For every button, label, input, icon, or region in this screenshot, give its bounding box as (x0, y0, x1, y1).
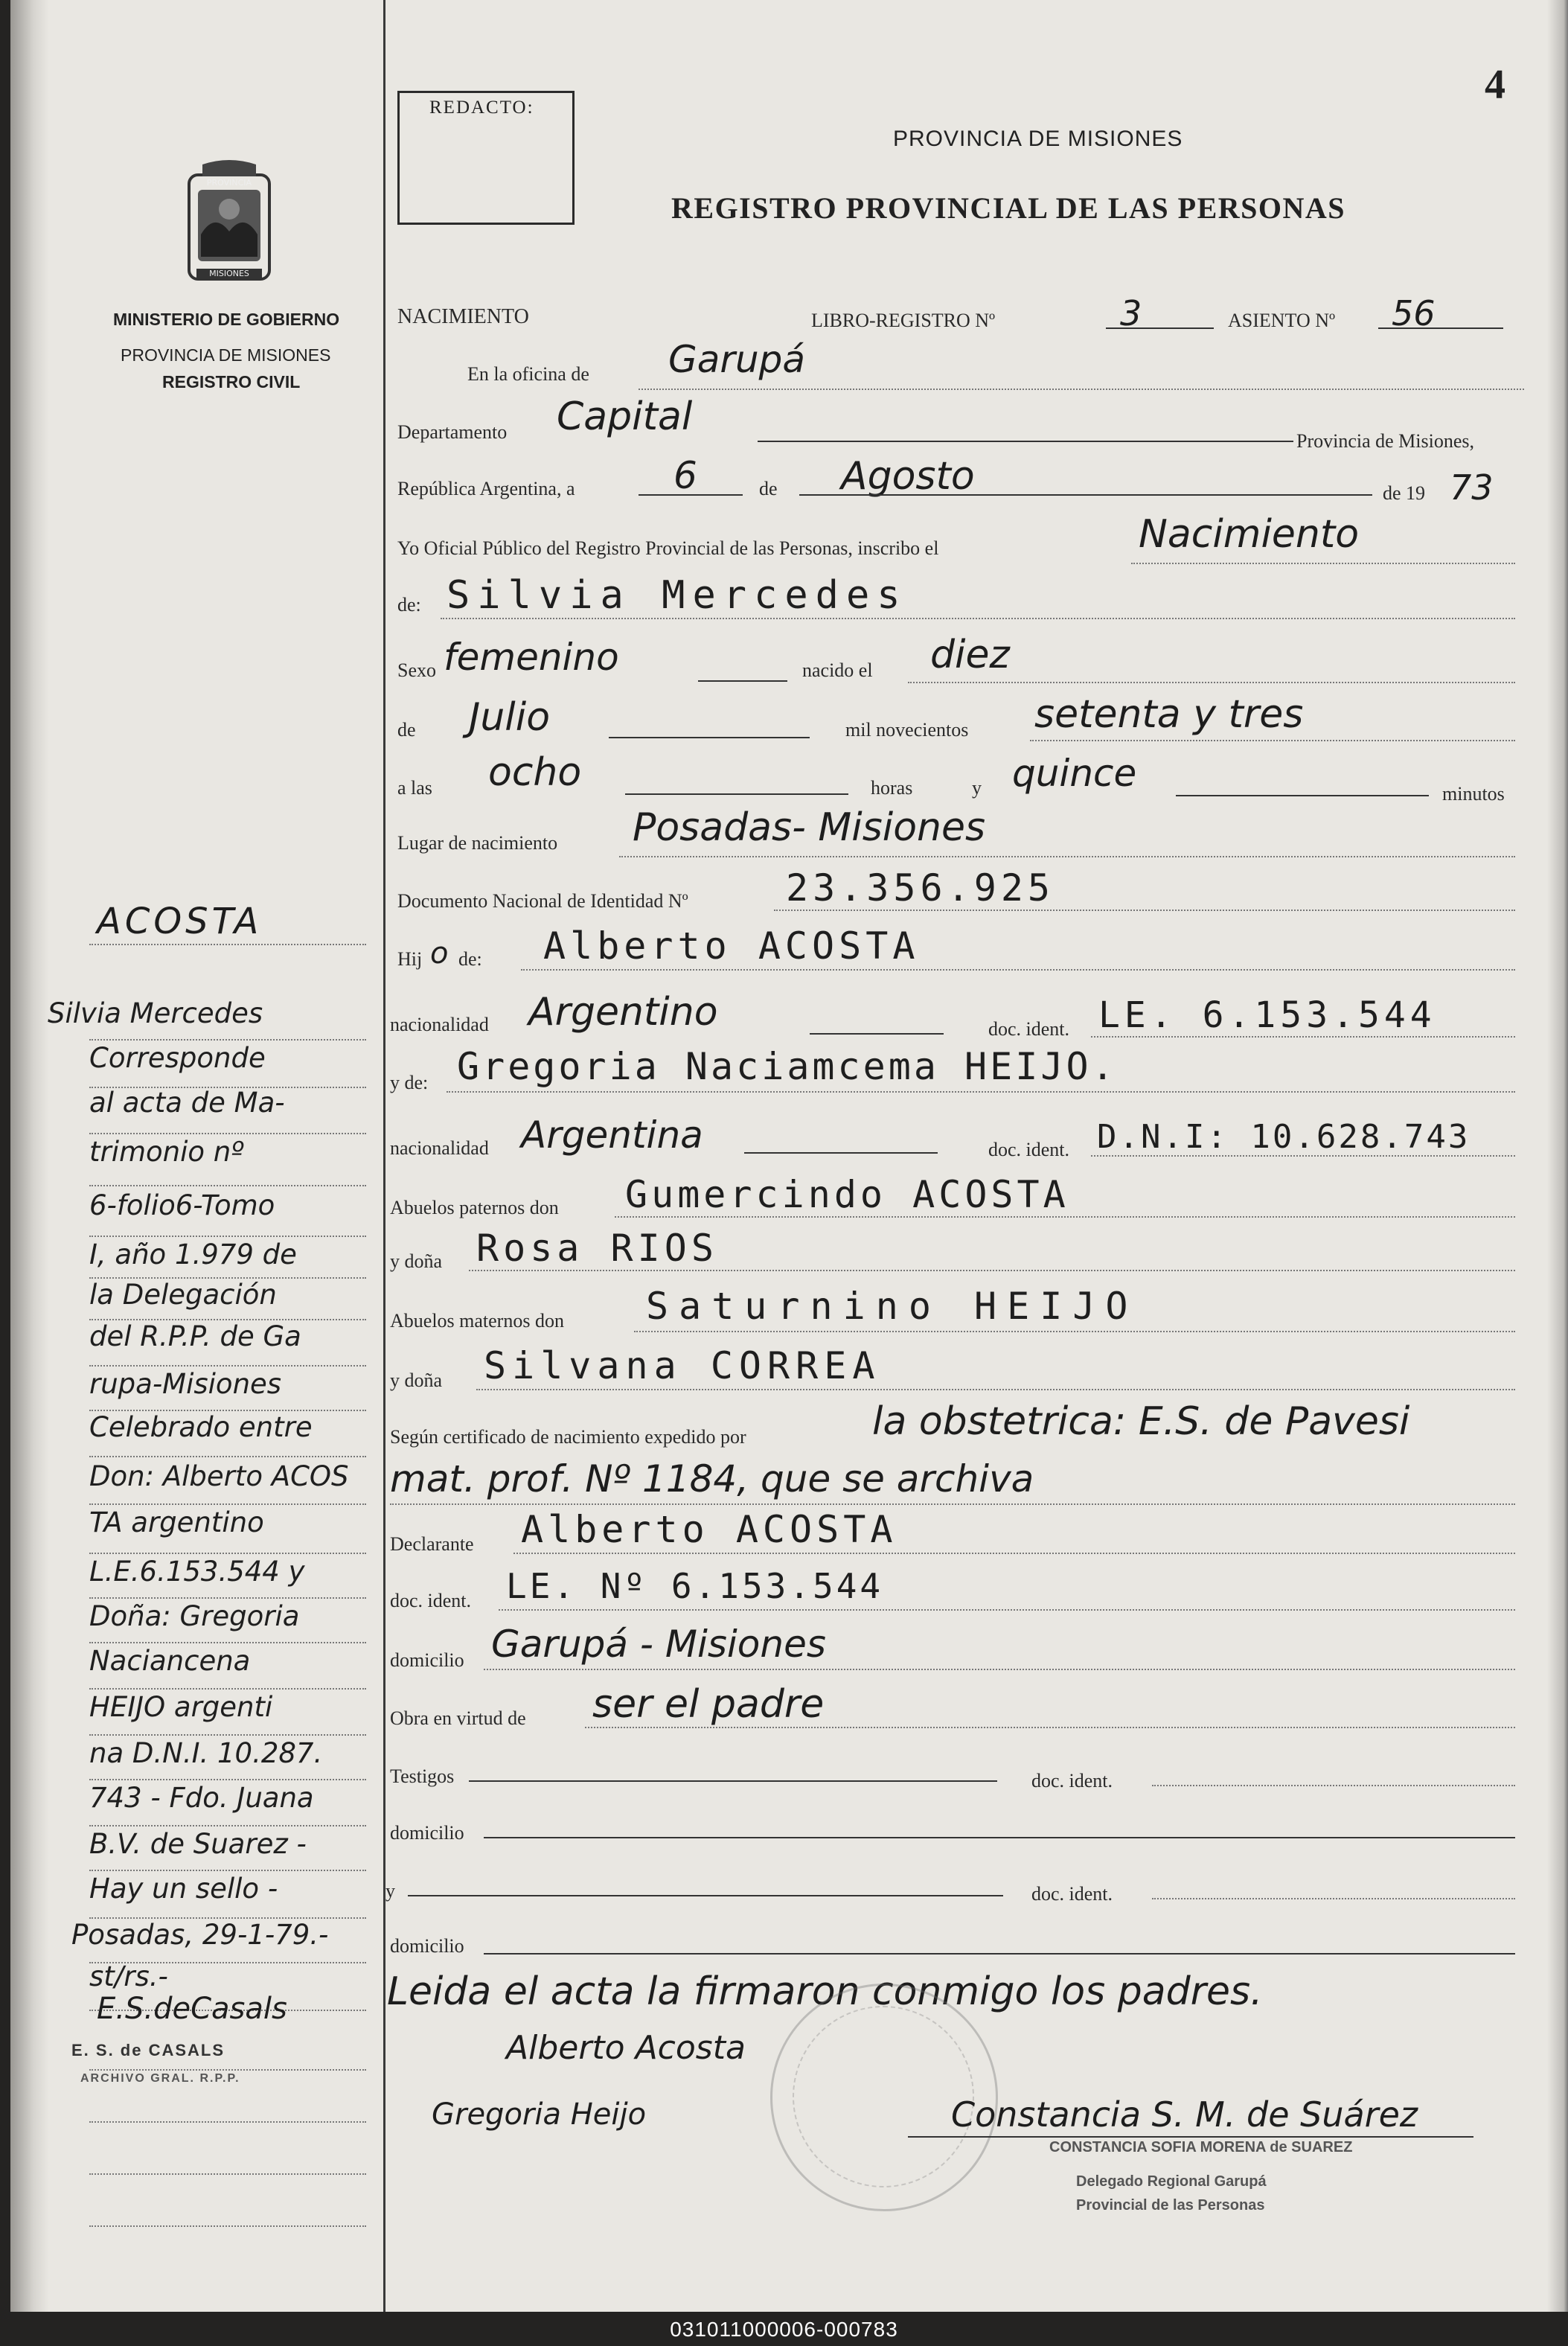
hijo-label: Hij (397, 948, 423, 970)
margin-rule (89, 1365, 366, 1367)
min-line (1176, 795, 1429, 796)
margin-line: Celebrado entre (89, 1411, 313, 1443)
year-value: 73 (1450, 467, 1494, 508)
horas-label: horas (871, 777, 913, 799)
doc2-value: D.N.I: 10.628.743 (1097, 1118, 1471, 1156)
margin-rule (89, 1734, 366, 1736)
margin-surname: ACOSTA (97, 901, 263, 942)
y2-line (408, 1895, 1003, 1896)
ministry-line-3: REGISTRO CIVIL (162, 372, 301, 391)
sexo-label: Sexo (397, 659, 436, 681)
obra-line (585, 1727, 1515, 1728)
month-value: Agosto (841, 454, 975, 499)
abpat2-line (469, 1270, 1515, 1271)
docdecl-value: LE. Nº 6.153.544 (506, 1566, 884, 1606)
margin-line: Corresponde (89, 1042, 266, 1074)
obra-label: Obra en virtud de (390, 1707, 526, 1729)
margin-line: rupa-Misiones (89, 1368, 282, 1400)
libro-label: LIBRO-REGISTRO Nº (811, 310, 996, 331)
hora-value: ocho (488, 750, 582, 795)
abmat-value: Saturnino HEIJO (646, 1285, 1139, 1328)
segun-line (390, 1503, 1515, 1505)
yde-label: y de: (390, 1072, 429, 1093)
margin-line: na D.N.I. 10.287. (89, 1737, 323, 1769)
doc2-line (1091, 1155, 1515, 1157)
margin-rule (89, 1917, 366, 1919)
oficina-line (639, 389, 1524, 390)
abmat2-value: Silvana CORREA (484, 1344, 881, 1387)
margin-rule (89, 1779, 366, 1780)
nac2-line (744, 1152, 938, 1154)
doc1-value: LE. 6.153.544 (1098, 994, 1436, 1036)
father-value: Alberto ACOSTA (543, 924, 920, 968)
libro-value: 3 (1120, 293, 1142, 333)
name-line (441, 618, 1515, 619)
margin-surname-line (89, 944, 366, 945)
margin-line: Hay un sello - (89, 1873, 278, 1905)
month-de-label: de (759, 478, 778, 499)
signature-mother: Gregoria Heijo (432, 2097, 647, 2132)
margin-rule (89, 2173, 366, 2175)
doc1-line (1091, 1036, 1515, 1038)
margin-line: 6-folio6-Tomo (89, 1189, 275, 1221)
margin-line: Posadas, 29-1-79.- (71, 1919, 329, 1951)
nac1-value: Argentino (528, 990, 718, 1035)
departamento-label: Departamento (397, 421, 508, 443)
segun-value: la obstetrica: E.S. de Pavesi (872, 1399, 1410, 1444)
book-spine (10, 0, 49, 2312)
margin-line: la Delegación (89, 1279, 277, 1311)
margin-line: del R.P.P. de Ga (89, 1320, 301, 1352)
doc4-line (1152, 1898, 1515, 1899)
dom3-label: domicilio (390, 1935, 464, 1957)
margin-rule (89, 2121, 366, 2123)
margin-line: 743 - Fdo. Juana (89, 1782, 314, 1814)
inscribo-line (1131, 563, 1515, 564)
nac2-value: Argentina (521, 1113, 703, 1157)
margin-line: Silvia Mercedes (48, 997, 263, 1029)
testigos-label: Testigos (390, 1765, 455, 1787)
ydona2-label: y doña (390, 1369, 443, 1391)
lugar-line (619, 856, 1515, 857)
docdecl-line (499, 1609, 1515, 1611)
republica-label: República Argentina, a (397, 478, 575, 499)
nac1-label: nacionalidad (390, 1014, 489, 1035)
nacido-value: diez (930, 633, 1010, 677)
domicilio-value: Garupá - Misiones (491, 1623, 826, 1666)
margin-stamp-1: E. S. de CASALS (71, 2041, 225, 2059)
margin-rule (89, 2069, 366, 2071)
testigos-line (469, 1780, 997, 1782)
ministry-line-2: PROVINCIA DE MISIONES (121, 345, 331, 365)
footer-bar (0, 2312, 1568, 2346)
declarante-line (513, 1553, 1515, 1554)
lugar-label: Lugar de nacimiento (397, 832, 558, 854)
abpat-line (615, 1216, 1515, 1218)
margin-rule (89, 1503, 366, 1505)
official-stamp-line-2: Delegado Regional Garupá (1076, 2173, 1267, 2190)
margin-rule (89, 2225, 366, 2227)
mes-nac-value: Julio (469, 695, 551, 740)
dom2-label: domicilio (390, 1822, 464, 1844)
sexo-line (698, 680, 787, 682)
nac1-line (810, 1033, 944, 1035)
segun-label: Según certificado de nacimiento expedido por (390, 1426, 746, 1448)
hijo-suffix: o (430, 936, 449, 971)
sexo-value: femenino (444, 636, 619, 679)
dom3-line (484, 1953, 1515, 1955)
signature-father: Alberto Acosta (506, 2029, 746, 2067)
margin-line: Don: Alberto ACOS (89, 1460, 349, 1492)
asiento-label: ASIENTO Nº (1228, 310, 1336, 331)
seal-text-top: PROVINCIA (206, 178, 252, 188)
oficina-label: En la oficina de (467, 363, 589, 385)
hora-line (625, 793, 848, 795)
footer-id: 031011000006-000783 (670, 2318, 898, 2341)
day-value: 6 (673, 454, 697, 497)
margin-rule (89, 1825, 366, 1826)
domicilio-line (484, 1669, 1515, 1670)
dom2-line (484, 1837, 1515, 1838)
doc3-line (1152, 1785, 1515, 1786)
margin-line: Naciancena (89, 1645, 251, 1677)
lugar-value: Posadas- Misiones (633, 805, 986, 850)
anio-line (1030, 740, 1515, 741)
margin-rule (89, 1087, 366, 1088)
asiento-line (1378, 327, 1503, 329)
province-title: PROVINCIA DE MISIONES (893, 127, 1183, 151)
margin-rule (89, 1870, 366, 1871)
abmat-line (634, 1331, 1515, 1332)
abmat2-line (476, 1389, 1515, 1390)
year-prefix: de 19 (1383, 482, 1426, 504)
mes-de-label: de (397, 719, 416, 741)
seal-text-bottom: MISIONES (209, 269, 249, 278)
mes-line (609, 737, 810, 738)
margin-stamp-2: ARCHIVO GRAL. R.P.P. (80, 2072, 240, 2085)
departamento-line (758, 441, 1293, 442)
redacto-label: REDACTO: (429, 98, 534, 118)
signature-officer: Constancia S. M. de Suárez (951, 2094, 1418, 2135)
hijo-de-label: de: (458, 948, 482, 970)
y-label: y (972, 777, 982, 799)
libro-line (1106, 327, 1214, 329)
declarante-label: Declarante (390, 1533, 474, 1555)
leida-text: Leida el acta la firmaron conmigo los padres. (387, 1969, 1263, 2014)
margin-line: L.E.6.153.544 y (89, 1556, 305, 1588)
margin-rule (89, 1553, 366, 1554)
alas-label: a las (397, 777, 432, 799)
margin-rule (89, 1642, 366, 1643)
margin-line: HEIJO argenti (89, 1691, 273, 1723)
dni-value: 23.356.925 (786, 866, 1055, 910)
official-stamp-line-1: CONSTANCIA SOFIA MORENA de SUAREZ (1049, 2139, 1353, 2155)
obra-value: ser el padre (592, 1682, 825, 1727)
margin-rule (89, 1236, 366, 1237)
doc3-label: doc. ident. (1031, 1770, 1113, 1792)
abpat-label: Abuelos paternos don (390, 1197, 559, 1218)
margin-rule (89, 1597, 366, 1599)
margin-line: I, año 1.979 de (89, 1238, 297, 1271)
anio-nac-value: setenta y tres (1034, 692, 1304, 737)
margin-rule (89, 1277, 366, 1279)
margin-rule (89, 1456, 366, 1457)
margin-rule (89, 1962, 366, 1963)
name-de-label: de: (397, 594, 421, 616)
asiento-value: 56 (1392, 293, 1436, 333)
y2-label: y (385, 1880, 395, 1902)
margin-line: al acta de Ma- (89, 1087, 285, 1119)
dni-line (774, 910, 1515, 911)
provincia-suffix: Provincia de Misiones, (1296, 430, 1475, 452)
doc1-label: doc. ident. (988, 1018, 1070, 1040)
official-round-stamp-inner (793, 2006, 974, 2187)
docdecl-label: doc. ident. (390, 1590, 472, 1611)
nacido-line (908, 682, 1515, 683)
redacto-box (397, 91, 575, 225)
margin-rule (89, 1039, 366, 1041)
signature-officer-line (908, 2136, 1473, 2138)
abmat-label: Abuelos maternos don (390, 1310, 564, 1332)
margin-line: TA argentino (89, 1506, 264, 1538)
margin-signature: E.S.deCasals (97, 1992, 287, 2026)
month-line (799, 494, 1372, 496)
inscribo-value: Nacimiento (1139, 512, 1360, 557)
name-value: Silvia Mercedes (447, 573, 908, 618)
page-edge (1547, 0, 1568, 2312)
oficial-text: Yo Oficial Público del Registro Provincial de las Personas, inscribo el (397, 537, 939, 559)
record-type-label: NACIMIENTO (397, 305, 529, 328)
segun-value-2: mat. prof. Nº 1184, que se archiva (390, 1457, 1034, 1500)
margin-line: Doña: Gregoria (89, 1600, 300, 1632)
abpat2-value: Rosa RIOS (476, 1227, 718, 1270)
abpat-value: Gumercindo ACOSTA (625, 1173, 1069, 1216)
ministry-line-1: MINISTERIO DE GOBIERNO (113, 310, 340, 329)
nac2-label: nacionalidad (390, 1137, 489, 1159)
father-line (521, 969, 1515, 971)
margin-rule (89, 1133, 366, 1134)
margin-line: st/rs.- (89, 1960, 168, 1992)
official-stamp-line-3: Provincial de las Personas (1076, 2197, 1265, 2214)
min-value: quince (1012, 752, 1137, 795)
nacido-label: nacido el (802, 659, 873, 681)
margin-divider (383, 0, 385, 2312)
oficina-value: Garupá (668, 338, 806, 381)
mother-line (447, 1091, 1515, 1093)
ydona1-label: y doña (390, 1250, 443, 1272)
mil-label: mil novecientos (845, 719, 969, 741)
margin-line: B.V. de Suarez - (89, 1828, 307, 1860)
page-number: 4 (1485, 62, 1505, 108)
dni-label: Documento Nacional de Identidad Nº (397, 890, 688, 912)
day-line (639, 494, 743, 496)
margin-line: trimonio nº (89, 1136, 244, 1168)
margin-rule (89, 1410, 366, 1411)
mother-value: Gregoria Naciamcema HEIJO. (457, 1045, 1117, 1088)
doc2-label: doc. ident. (988, 1139, 1070, 1160)
doc4-label: doc. ident. (1031, 1883, 1113, 1905)
margin-rule (89, 1688, 366, 1690)
registry-title: REGISTRO PROVINCIAL DE LAS PERSONAS (671, 191, 1346, 225)
declarante-value: Alberto ACOSTA (521, 1508, 897, 1551)
departamento-value: Capital (557, 394, 693, 439)
margin-rule (89, 1185, 366, 1186)
minutos-label: minutos (1442, 783, 1505, 805)
provincial-seal-icon (185, 160, 274, 288)
domicilio-label: domicilio (390, 1649, 464, 1671)
margin-rule (89, 1319, 366, 1320)
